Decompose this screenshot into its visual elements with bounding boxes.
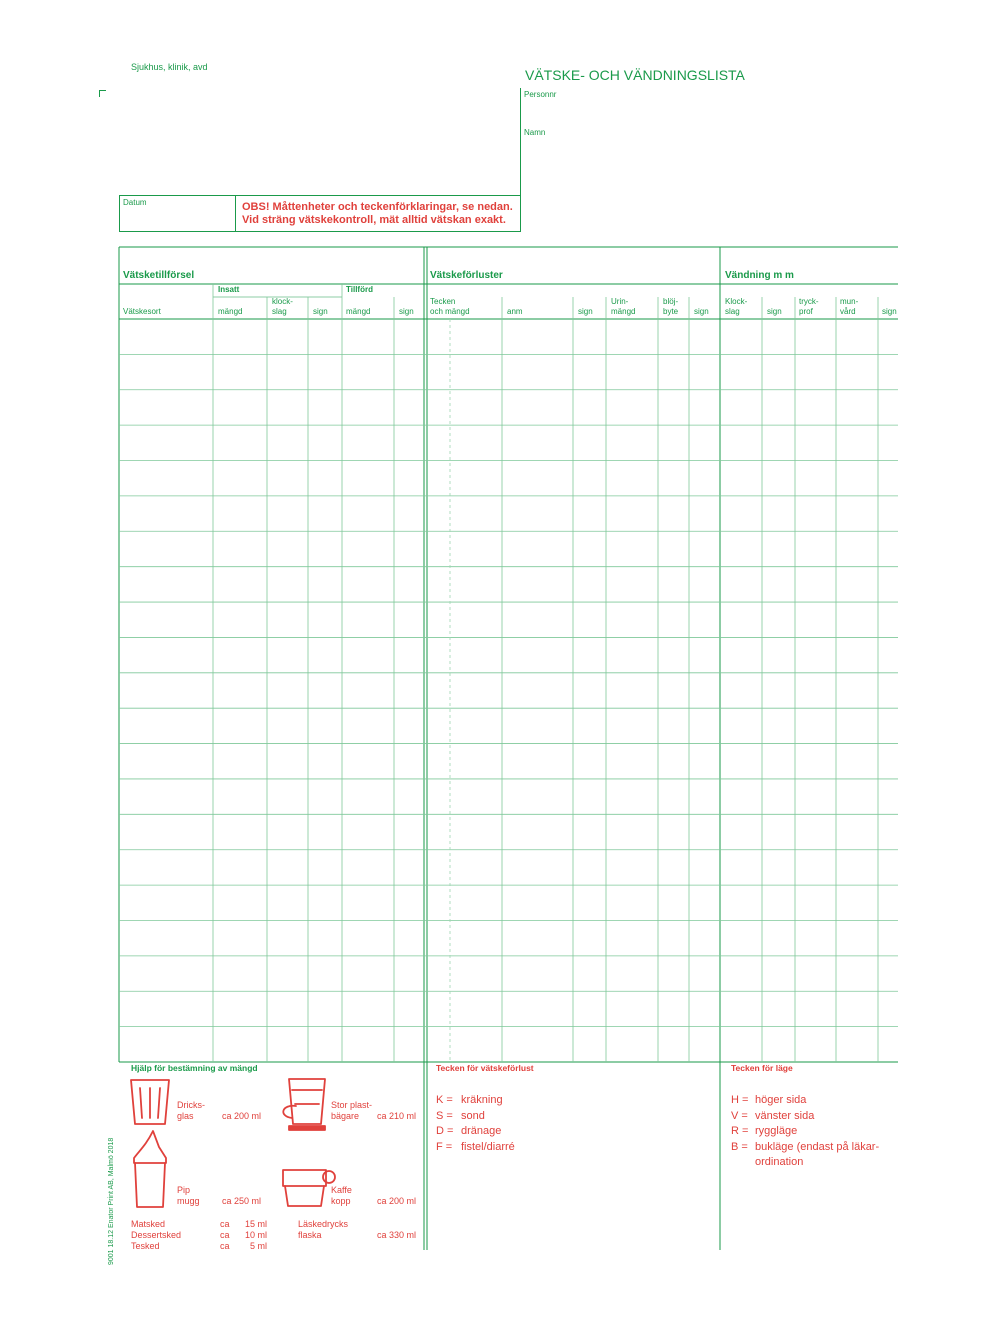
col-insatt-mangd: mängd <box>218 307 243 316</box>
col-vatskesort: Vätskesort <box>123 307 161 316</box>
col-klockslag-1: klock- slag <box>272 297 293 316</box>
pipmugg-label: Pip mugg <box>177 1185 200 1206</box>
col-sign-4: sign <box>694 307 709 316</box>
laskflaska-label: Läskedrycks flaska <box>298 1219 349 1240</box>
hospital-label: Sjukhus, klinik, avd <box>131 62 208 72</box>
spoon-names: Matsked Dessertsked Tesked <box>131 1219 182 1251</box>
obs-line-2: Vid sträng vätskekontroll, mät alltid vätskan exakt. <box>242 214 506 226</box>
col-sign-1: sign <box>313 307 328 316</box>
section-intake: Vätsketillförsel <box>123 270 195 281</box>
obs-line-1: OBS! Måttenheter och teckenförklaringar, se nedan. <box>242 201 513 213</box>
namn-label: Namn <box>524 128 546 137</box>
section-losses: Vätskeförluster <box>430 270 503 281</box>
col-sign-3: sign <box>578 307 593 316</box>
loss-legend-texts: kräkning sond dränage fistel/diarré <box>461 1094 515 1153</box>
position-legend-texts: höger sida vänster sida ryggläge bukläge (endast på läkar- ordination <box>755 1094 880 1168</box>
position-legend-title: Tecken för läge <box>731 1063 793 1073</box>
pipmugg-amount: ca 250 ml <box>222 1196 262 1206</box>
dricksglas-label: Dricks- glas <box>177 1100 205 1121</box>
footer-code: 9001 18.12 Enator Print AB, Malmö 2018 <box>108 1137 115 1265</box>
datum-label: Datum <box>123 198 147 207</box>
laskflaska-amount: ca 330 ml <box>377 1230 417 1240</box>
loss-legend-keys: K = S = D = F = <box>436 1094 454 1153</box>
col-sign-2: sign <box>399 307 414 316</box>
kaffekopp-label: Kaffe kopp <box>331 1185 352 1206</box>
section-turning: Vändning m m <box>725 270 794 281</box>
col-urinmangd: Urin- mängd <box>611 297 636 316</box>
plastbagare-label: Stor plast- bägare <box>331 1100 373 1121</box>
col-blojbyte: blöj- byte <box>663 297 679 316</box>
spoon-ca: ca ca ca <box>220 1219 230 1251</box>
col-klockslag-2: Klock- slag <box>725 297 748 316</box>
dricksglas-amount: ca 200 ml <box>222 1111 262 1121</box>
position-legend-keys: H = V = R = B = <box>731 1094 749 1153</box>
kaffekopp-amount: ca 200 ml <box>377 1196 417 1206</box>
plastbagare-amount: ca 210 ml <box>377 1111 417 1121</box>
personnr-label: Personnr <box>524 90 557 99</box>
col-sign-6: sign <box>882 307 897 316</box>
col-tecken: Tecken och mängd <box>430 297 470 316</box>
col-sign-5: sign <box>767 307 782 316</box>
col-tryckprof: tryck- prof <box>799 297 819 316</box>
subgroup-insatt: Insatt <box>218 285 240 294</box>
col-anm: anm <box>507 307 523 316</box>
col-tillford-mangd: mängd <box>346 307 371 316</box>
spoon-amounts: 15 ml 10 ml 5 ml <box>244 1219 267 1251</box>
form-title: VÄTSKE- OCH VÄNDNINGSLISTA <box>525 67 745 83</box>
col-munvard: mun- vård <box>840 297 859 316</box>
help-title: Hjälp för bestämning av mängd <box>131 1063 258 1073</box>
loss-legend-title: Tecken för vätskeförlust <box>436 1063 534 1073</box>
subgroup-tillford: Tillförd <box>346 285 373 294</box>
